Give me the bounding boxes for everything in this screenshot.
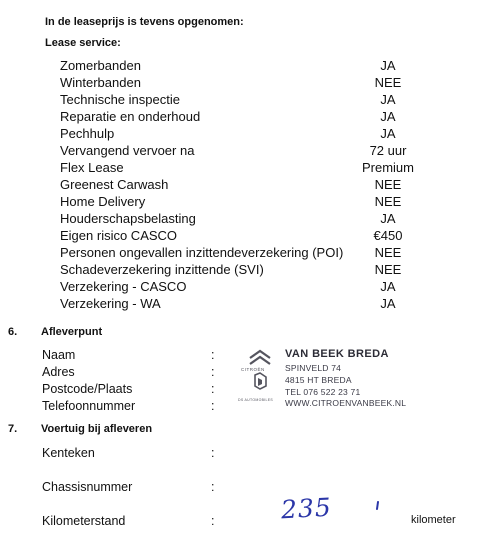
service-value: JA — [380, 92, 396, 107]
stamp-website: WWW.CITROENVANBEEK.NL — [285, 398, 407, 408]
colon: : — [211, 514, 215, 528]
service-label: Home Delivery — [60, 194, 146, 209]
service-label: Eigen risico CASCO — [60, 228, 178, 243]
service-value: NEE — [374, 262, 402, 277]
stamp-dealer-name: VAN BEEK BREDA — [285, 348, 389, 360]
colon: : — [211, 348, 215, 362]
stamp-city: 4815 HT BREDA — [285, 375, 352, 385]
colon: : — [211, 365, 215, 379]
intro-text: In de leaseprijs is tevens opgenomen: — [45, 16, 244, 28]
field-label-postcode: Postcode/Plaats — [42, 382, 133, 396]
service-value: €450 — [373, 228, 403, 243]
service-label: Zomerbanden — [60, 58, 141, 73]
colon: : — [211, 399, 215, 413]
service-value: JA — [380, 279, 396, 294]
service-value: Premium — [361, 160, 414, 175]
service-value: JA — [380, 58, 396, 73]
service-value: 72 uur — [369, 143, 407, 158]
field-label-chassisnummer: Chassisnummer — [42, 480, 133, 494]
section-7-number: 7. — [8, 423, 18, 435]
lease-service-heading: Lease service: — [45, 37, 121, 49]
kilometer-unit: kilometer — [411, 514, 456, 526]
field-label-adres: Adres — [42, 365, 75, 379]
service-label: Pechhulp — [60, 126, 115, 141]
service-label: Reparatie en onderhoud — [60, 109, 201, 124]
handwritten-kilometerstand: 235 — [280, 492, 333, 525]
service-label: Verzekering - CASCO — [60, 279, 187, 294]
service-label: Technische inspectie — [60, 92, 180, 107]
section-7-title: Voertuig bij afleveren — [41, 423, 153, 435]
service-label: Schadeverzekering inzittende (SVI) — [60, 262, 264, 277]
service-label: Greenest Carwash — [60, 177, 169, 192]
service-value: NEE — [374, 245, 402, 260]
colon: : — [211, 480, 215, 494]
service-label: Flex Lease — [60, 160, 124, 175]
field-label-kilometerstand: Kilometerstand — [42, 514, 126, 528]
stamp-phone: TEL 076 522 23 71 — [285, 387, 361, 397]
service-label: Verzekering - WA — [60, 296, 161, 311]
ink-mark — [375, 501, 381, 511]
field-label-telefoon: Telefoonnummer — [42, 399, 136, 413]
service-label: Houderschapsbelasting — [60, 211, 196, 226]
citroen-logo-icon — [243, 346, 277, 402]
field-label-kenteken: Kenteken — [42, 446, 95, 460]
service-label: Personen ongevallen inzittendeverzekering (POI) — [60, 245, 344, 260]
service-value: JA — [380, 126, 396, 141]
section-6-title: Afleverpunt — [41, 326, 103, 338]
stamp-street: SPINVELD 74 — [285, 363, 342, 373]
service-value: JA — [380, 211, 396, 226]
service-value: NEE — [374, 75, 402, 90]
field-label-naam: Naam — [42, 348, 76, 362]
service-value: NEE — [374, 177, 402, 192]
colon: : — [211, 446, 215, 460]
service-value: NEE — [374, 194, 402, 209]
brand-citroen-text: CITROËN — [241, 367, 265, 372]
service-label: Winterbanden — [60, 75, 141, 90]
colon: : — [211, 382, 215, 396]
service-label: Vervangend vervoer na — [60, 143, 195, 158]
section-6-number: 6. — [8, 326, 18, 338]
service-value: JA — [380, 296, 396, 311]
service-value: JA — [380, 109, 396, 124]
brand-ds-text: DS AUTOMOBILES — [238, 398, 274, 402]
